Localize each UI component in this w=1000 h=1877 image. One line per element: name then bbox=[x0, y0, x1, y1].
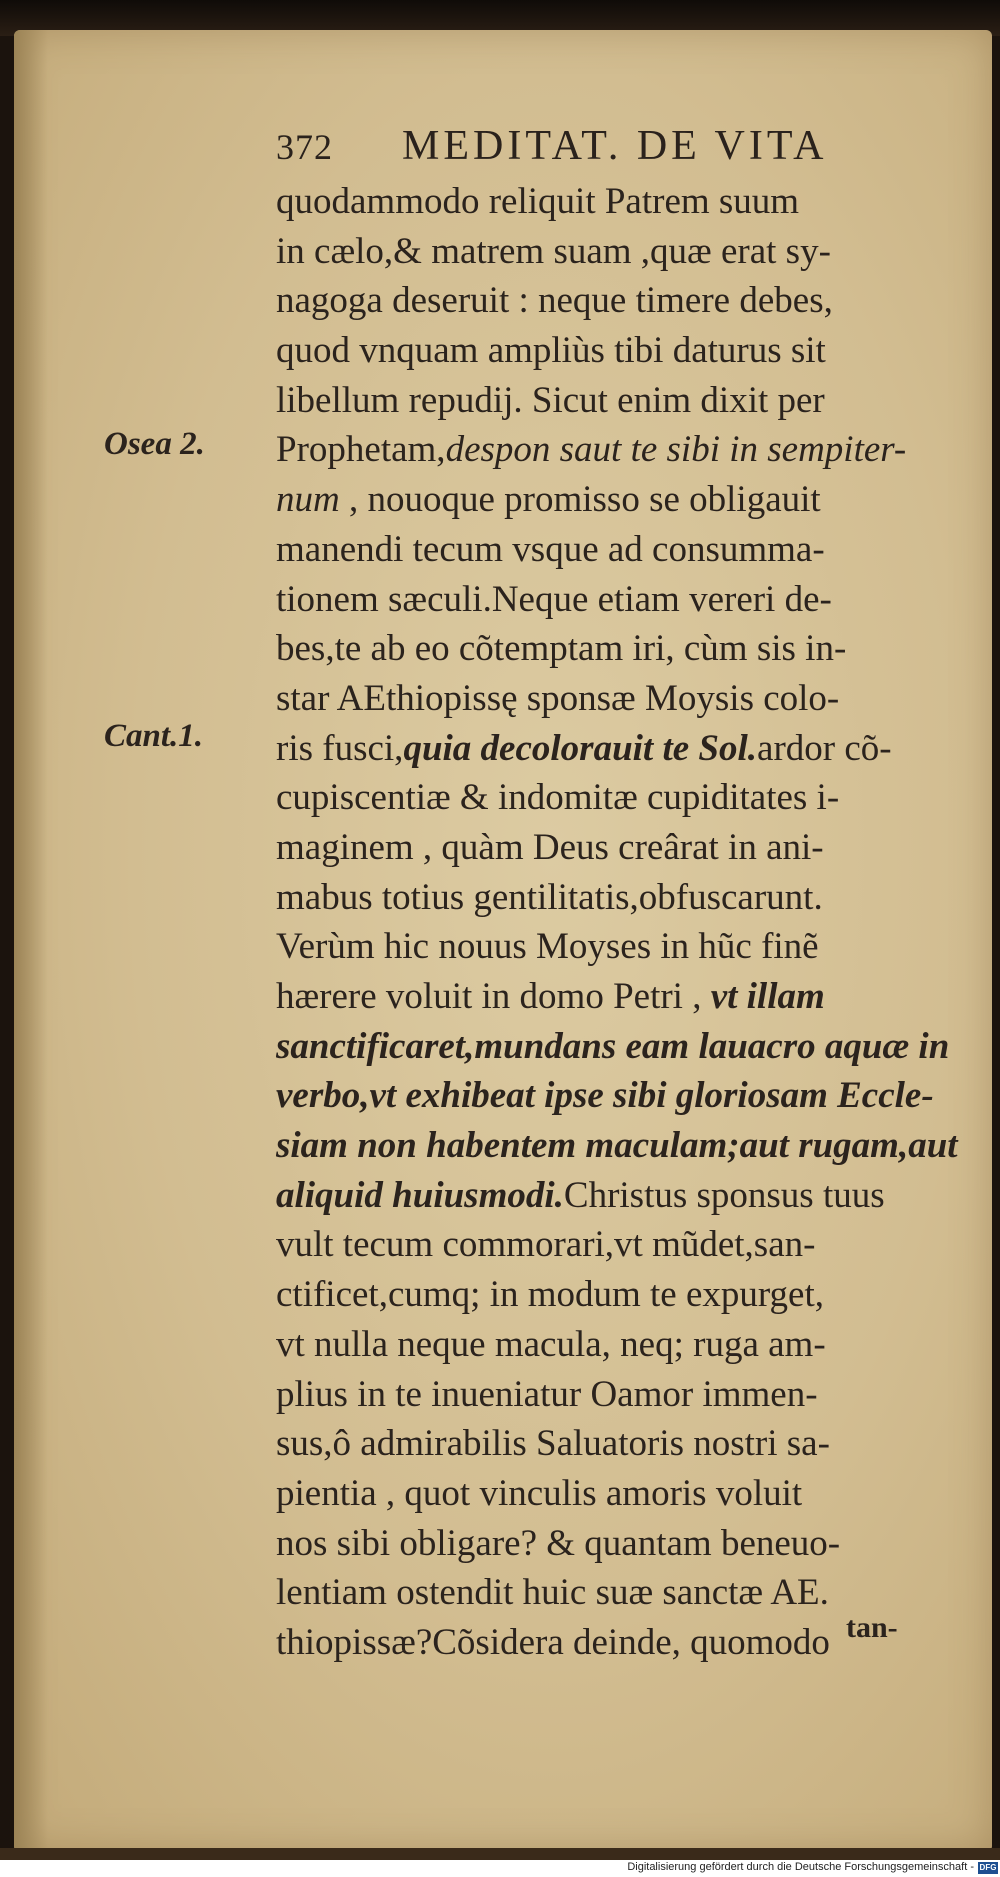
text-line: quodammodo reliquit Patrem suum bbox=[276, 181, 800, 222]
text-line: cupiscentiæ & indomitæ cupiditates i- bbox=[276, 777, 840, 819]
text-line: nos sibi obligare? & quantam beneuo- bbox=[276, 1522, 841, 1564]
italic-quote: num bbox=[276, 479, 340, 521]
dfg-logo-icon: DFG bbox=[979, 1863, 997, 1872]
text-line: Verùm hic nouus Moyses in hũc finẽ bbox=[276, 926, 819, 968]
text-line: in cælo,& matrem suam ,quæ erat sy- bbox=[276, 230, 831, 272]
text-line: ris fusci,quia decolorauit te Sol.ardor cõ- bbox=[276, 727, 892, 769]
body-text bbox=[276, 177, 966, 1668]
text-line: bes,te ab eo cõtemptam iri, cùm sis in- bbox=[276, 628, 847, 670]
text-line: nagoga deseruit : neque timere debes, bbox=[276, 280, 833, 322]
text-line: mabus totius gentilitatis,obfuscarunt. bbox=[276, 876, 823, 918]
text-line bbox=[276, 1022, 966, 1072]
text-line: star AEthiopissę sponsæ Moysis colo- bbox=[276, 677, 840, 719]
italic-quote: despon saut te sibi in sempiter- bbox=[445, 429, 907, 471]
text-line: manendi tecum vsque ad consumma- bbox=[276, 528, 825, 570]
text-line: plius in te inueniatur Oamor immen- bbox=[276, 1373, 818, 1415]
running-title: MEDITAT. DE VITA bbox=[402, 123, 828, 169]
text-line bbox=[276, 1071, 966, 1121]
margin-note-cant: Cant.1. bbox=[104, 718, 204, 754]
margin-note-osea: Osea 2. bbox=[104, 426, 205, 462]
italic-quote: quia decolorauit te Sol. bbox=[403, 727, 758, 769]
text-line: quod vnquam ampliùs tibi daturus sit bbox=[276, 330, 826, 372]
text-line: num , nouoque promisso se obligauit bbox=[276, 479, 821, 521]
catchword: tan- bbox=[846, 1611, 898, 1644]
text-line: maginem , quàm Deus creârat in ani- bbox=[276, 826, 824, 868]
text-line: tionem sæculi.Neque etiam vereri de- bbox=[276, 578, 832, 620]
italic-quote: vt illam bbox=[710, 976, 825, 1017]
text-line: ctificet,cumq; in modum te expurget, bbox=[276, 1274, 825, 1316]
text-line: vult tecum commorari,vt mũdet,san- bbox=[276, 1224, 816, 1266]
page-header bbox=[276, 118, 896, 178]
page-number: 372 bbox=[276, 127, 333, 167]
italic-quote: aliquid huiusmodi. bbox=[276, 1174, 564, 1216]
text-line: lentiam ostendit huic suæ sanctæ AE. bbox=[276, 1572, 829, 1614]
text-line: vt nulla neque macula, neq; ruga am- bbox=[276, 1323, 826, 1365]
footer-credit: Digitalisierung gefördert durch die Deutsche Forschungsgemeinschaft - bbox=[627, 1861, 974, 1873]
text-line: aliquid huiusmodi.Christus sponsus tuus bbox=[276, 1174, 885, 1216]
text-line: sus,ô admirabilis Saluatoris nostri sa- bbox=[276, 1423, 830, 1465]
binding-shadow bbox=[14, 30, 48, 1852]
italic-quote: verbo,vt exhibeat ipse sibi gloriosam Eccle- bbox=[276, 1075, 934, 1117]
text-line: hærere voluit in domo Petri , vt illam bbox=[276, 976, 825, 1017]
text-line: libellum repudij. Sicut enim dixit per bbox=[276, 379, 825, 421]
text-line: Prophetam,despon saut te sibi in sempiter- bbox=[276, 429, 907, 471]
text-line: thiopissæ?Cõsidera deinde, quomodo bbox=[276, 1621, 830, 1663]
italic-quote: sanctificaret,mundans eam lauacro aquæ in bbox=[276, 1025, 950, 1067]
text-line bbox=[276, 1121, 966, 1171]
text-line: pientia , quot vinculis amoris voluit bbox=[276, 1472, 803, 1514]
italic-quote: siam non habentem maculam;aut rugam,aut bbox=[276, 1125, 958, 1167]
